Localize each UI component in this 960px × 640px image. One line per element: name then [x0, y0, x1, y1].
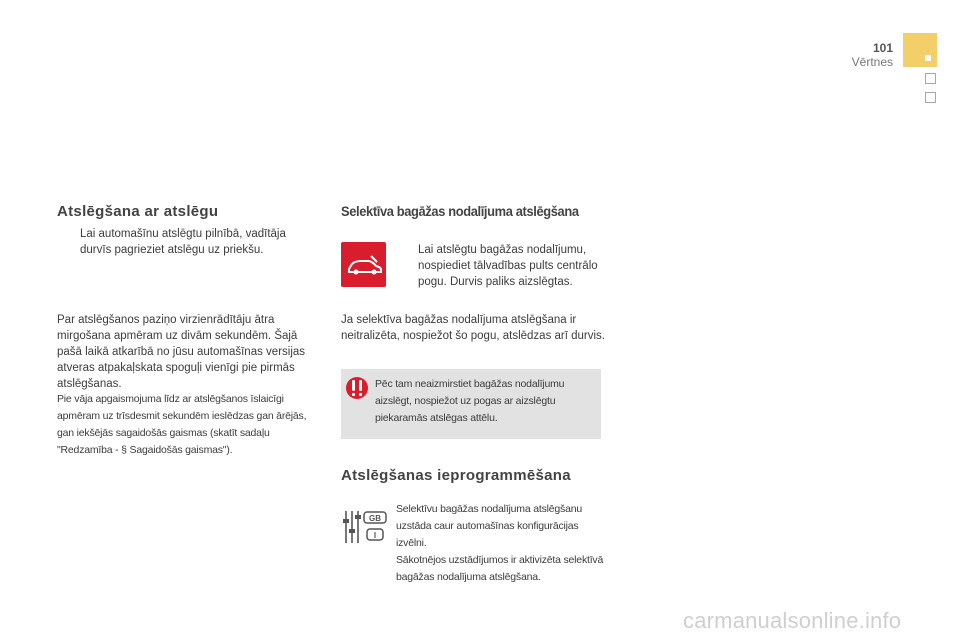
paragraph-line: Sākotnējos uzstādījumos ir aktivizēta selektīvā bagāžas nodalījuma atslēgšana. [396, 554, 604, 583]
paragraph [396, 501, 606, 586]
section-heading-key-unlocking: Atslēgšana ar atslēgu [57, 203, 219, 220]
paragraph-line: Selektīvu bagāžas nodalījuma atslēgšanu uzstāda caur automašīnas konfigurācijas izvēlni. [396, 503, 582, 549]
section-tab-active[interactable] [903, 33, 937, 67]
bullet-text: Lai atslēgtu bagāžas nodalījumu, nospiediet tālvadības pults centrālo pogu. Durvis paliks aizslēgtas. [418, 244, 598, 288]
configuration-menu-icon [342, 509, 388, 545]
icon-label-gb: GB [369, 514, 381, 523]
section-tab[interactable] [925, 73, 936, 84]
car-boot-unlock-icon [341, 242, 386, 287]
section-tab[interactable] [925, 92, 936, 103]
icon-label-i: I [373, 531, 377, 540]
bullet-text: Lai automašīnu atslēgtu pilnībā, vadītāja durvīs pagrieziet atslēgu uz priekšu. [80, 228, 286, 256]
section-heading-selective-boot: Selektīva bagāžas nodalījuma atslēgšana [341, 203, 579, 219]
paragraph: Par atslēgšanos paziņo virzienrādītāju ātra mirgošana apmēram uz divām sekundēm. Šajā pašā laikā atkarībā no jūsu automašīnas versijas atveras atpakaļskata spoguļi vienīgi pie pirmās atslēgšanas. [57, 314, 306, 390]
notice-text: Pēc tam neaizmirstiet bagāžas nodalījumu aizslēgt, nospiežot uz pogas ar aizslēgtu piekaramās atslēgas attēlu. [375, 378, 565, 424]
section-title: Vērtnes [851, 55, 893, 69]
page-number: 101 [872, 41, 893, 55]
paragraph: Ja selektīva bagāžas nodalījuma atslēgšana ir neitralizēta, nospiežot šo pogu, atslēdzas arī durvis. [341, 314, 606, 342]
section-heading-programming: Atslēgšanas ieprogrammēšana [341, 467, 571, 484]
paragraph: Pie vāja apgaismojuma līdz ar atslēgšanos īslaicīgi apmēram uz trīsdesmit sekundēm ieslēdzas gan ārējās, gan iekšējās sagaidošās gaismas (skatīt sadaļu "Redzamība - § Sagaidošās gaismas"). [57, 393, 307, 456]
warning-icon [346, 376, 368, 400]
watermark-url: carmanualsonline.info [683, 608, 902, 633]
